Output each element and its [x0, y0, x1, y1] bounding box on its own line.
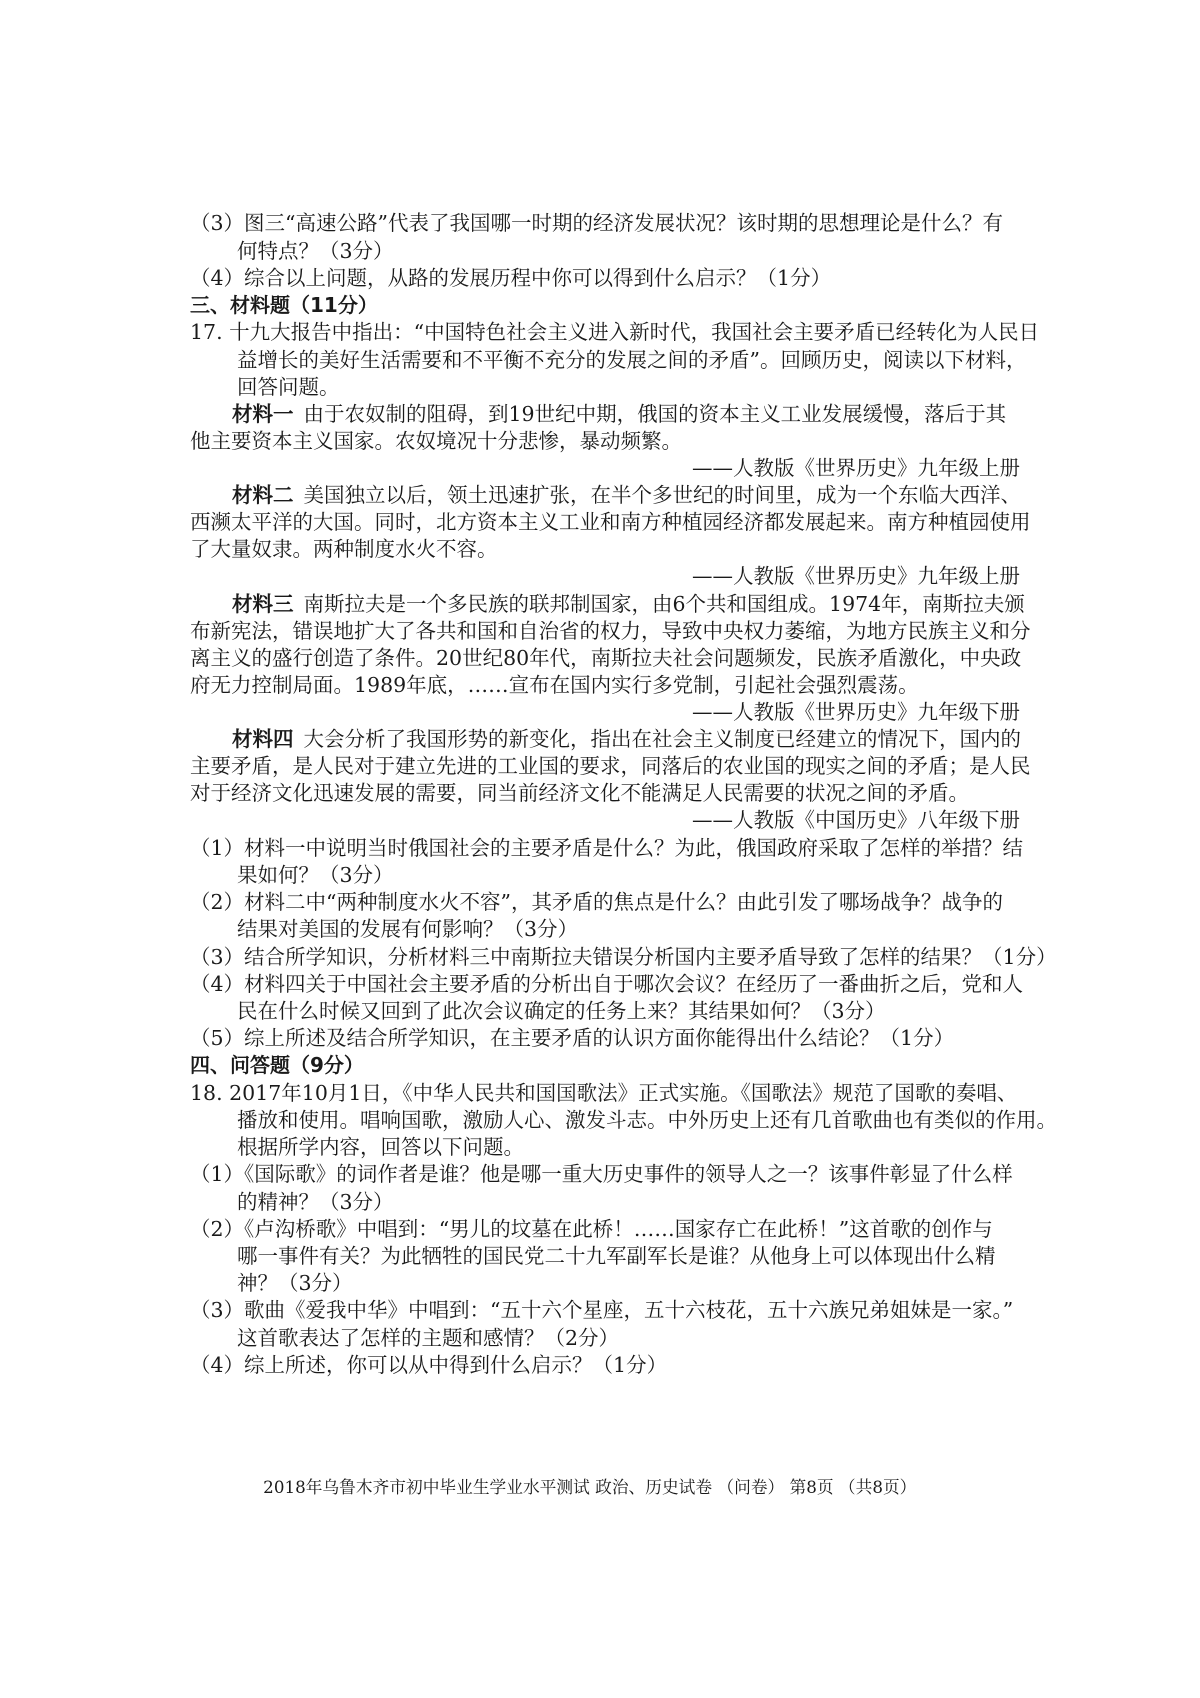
- q18-sub3-line1: （3）歌曲《爱我中华》中唱到：“五十六个星座，五十六枝花，五十六族兄弟姐妹是一家。”: [190, 1298, 1014, 1322]
- material-3-line2: 布新宪法，错误地扩大了各共和国和自治省的权力，导致中央权力萎缩，为地方民族主义和分: [190, 619, 1031, 643]
- material-4-line3: 对于经济文化迅速发展的需要，同当前经济文化不能满足人民需要的状况之间的矛盾。: [190, 781, 969, 805]
- q17-sub3: （3）结合所学知识，分析材料三中南斯拉夫错误分析国内主要矛盾导致了怎样的结果？（1分）: [190, 945, 1057, 969]
- q16-sub3-line1: （3）图三“高速公路”代表了我国哪一时期的经济发展状况？该时期的思想理论是什么？有: [190, 211, 1004, 235]
- material-4-text: 大会分析了我国形势的新变化，指出在社会主义制度已经建立的情况下，国内的: [303, 727, 1021, 751]
- q18-sub1-line2: 的精神？（3分）: [237, 1190, 394, 1214]
- q17-stem-line1: 17. 十九大报告中指出：“中国特色社会主义进入新时代，我国社会主要矛盾已经转化为人民日: [190, 320, 1040, 344]
- q18-sub2-line1: （2）《卢沟桥歌》中唱到：“男儿的坟墓在此桥！……国家存亡在此桥！”这首歌的创作与: [190, 1217, 993, 1241]
- q17-sub1-line1: （1）材料一中说明当时俄国社会的主要矛盾是什么？为此，俄国政府采取了怎样的举措？结: [190, 836, 1024, 860]
- q18-stem-line1: 18. 2017年10月1日，《中华人民共和国国歌法》正式实施。《国歌法》规范了国歌的奏唱、: [190, 1081, 1018, 1105]
- q18-sub3-line2: 这首歌表达了怎样的主题和感情？（2分）: [237, 1326, 620, 1350]
- material-2-line1: [232, 481, 1021, 509]
- material-2-text: 美国独立以后，领土迅速扩张，在半个多世纪的时间里，成为一个东临大西洋、: [303, 483, 1021, 507]
- section-4-heading: 四、问答题（9分）: [190, 1053, 364, 1077]
- material-2-line2: 西濒太平洋的大国。同时，北方资本主义工业和南方种植园经济都发展起来。南方种植园使用: [190, 510, 1031, 534]
- q17-stem-line2: 益增长的美好生活需要和不平衡不充分的发展之间的矛盾”。回顾历史，阅读以下材料，: [237, 348, 1027, 372]
- material-3-text: 南斯拉夫是一个多民族的联邦制国家，由6个共和国组成。1974年，南斯拉夫颁: [303, 592, 1025, 616]
- material-4-source: ——人教版《中国历史》八年级下册: [692, 808, 1020, 832]
- material-3-line4: 府无力控制局面。1989年底，……宣布在国内实行多党制，引起社会强烈震荡。: [190, 673, 919, 697]
- material-1-label: 材料一: [232, 402, 294, 426]
- material-4-label: 材料四: [232, 727, 294, 751]
- material-3-line3: 离主义的盛行创造了条件。20世纪80年代，南斯拉夫社会问题频发，民族矛盾激化，中央政: [190, 646, 1022, 670]
- q17-sub2-line2: 结果对美国的发展有何影响？（3分）: [237, 917, 579, 941]
- q16-sub3-line2: 何特点？（3分）: [237, 239, 394, 263]
- material-1-line1: [232, 400, 1006, 428]
- q17-sub4-line2: 民在什么时候又回到了此次会议确定的任务上来？其结果如何？（3分）: [237, 999, 886, 1023]
- page-footer: 2018年乌鲁木齐市初中毕业生学业水平测试 政治、历史试卷 （问卷） 第8页 （共8页）: [263, 1478, 917, 1498]
- material-3-label: 材料三: [232, 592, 294, 616]
- q18-stem-line3: 根据所学内容，回答以下问题。: [237, 1135, 524, 1159]
- material-1-text: 由于农奴制的阻碍，到19世纪中期，俄国的资本主义工业发展缓慢，落后于其: [303, 402, 1007, 426]
- q17-sub5: （5）综上所述及结合所学知识，在主要矛盾的认识方面你能得出什么结论？（1分）: [190, 1026, 955, 1050]
- material-3-source: ——人教版《世界历史》九年级下册: [692, 700, 1020, 724]
- q18-sub1-line1: （1）《国际歌》的词作者是谁？他是哪一重大历史事件的领导人之一？该事件彰显了什么样: [190, 1162, 1013, 1186]
- q17-sub2-line1: （2）材料二中“两种制度水火不容”，其矛盾的焦点是什么？由此引发了哪场战争？战争的: [190, 890, 1004, 914]
- material-1-line2: 他主要资本主义国家。农奴境况十分悲惨，暴动频繁。: [190, 429, 682, 453]
- q17-sub1-line2: 果如何？（3分）: [237, 863, 394, 887]
- q18-sub2-line2: 哪一事件有关？为此牺牲的国民党二十九军副军长是谁？从他身上可以体现出什么精: [237, 1244, 996, 1268]
- q18-stem-line2: 播放和使用。唱响国歌，激励人心、激发斗志。中外历史上还有几首歌曲也有类似的作用。: [237, 1108, 1057, 1132]
- material-4-line2: 主要矛盾，是人民对于建立先进的工业国的要求，同落后的农业国的现实之间的矛盾；是人民: [190, 754, 1031, 778]
- q17-stem-line3: 回答问题。: [237, 375, 340, 399]
- q18-sub2-line3: 神？（3分）: [237, 1271, 353, 1295]
- q17-sub4-line1: （4）材料四关于中国社会主要矛盾的分析出自于哪次会议？在经历了一番曲折之后，党和人: [190, 972, 1024, 996]
- material-3-line1: [232, 590, 1025, 618]
- material-2-line3: 了大量奴隶。两种制度水火不容。: [190, 537, 498, 561]
- material-4-line1: [232, 725, 1021, 753]
- section-3-heading: 三、材料题（11分）: [190, 293, 378, 317]
- material-1-source: ——人教版《世界历史》九年级上册: [692, 456, 1020, 480]
- material-2-source: ——人教版《世界历史》九年级上册: [692, 564, 1020, 588]
- material-2-label: 材料二: [232, 483, 294, 507]
- q16-sub4: （4）综合以上问题，从路的发展历程中你可以得到什么启示？（1分）: [190, 266, 832, 290]
- q18-sub4: （4）综上所述，你可以从中得到什么启示？（1分）: [190, 1353, 668, 1377]
